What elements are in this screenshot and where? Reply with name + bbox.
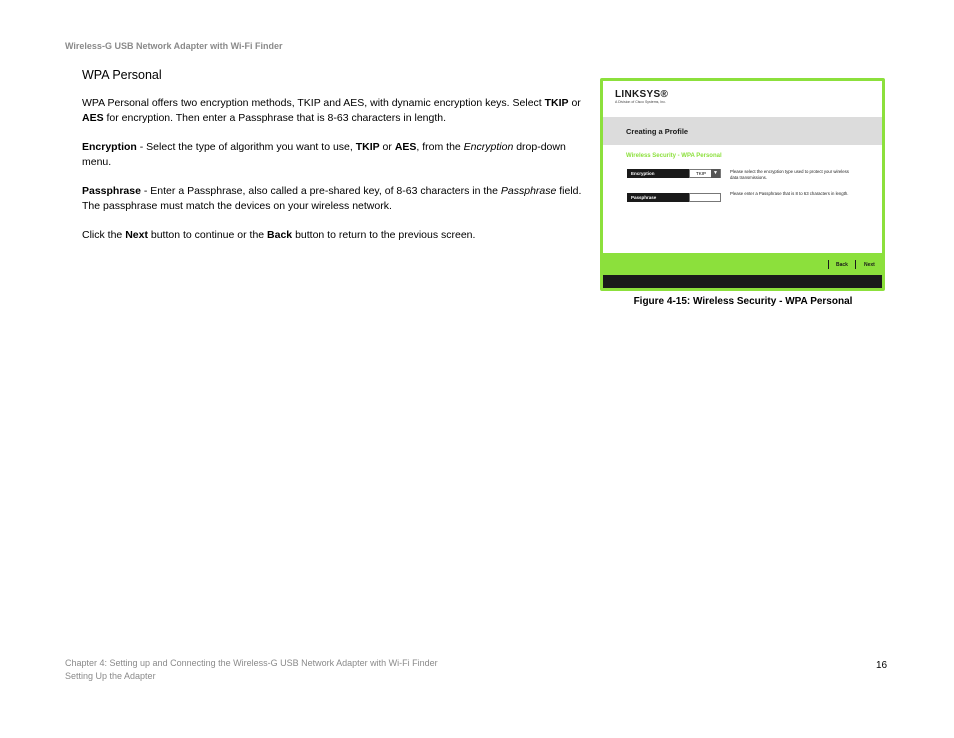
- encryption-select[interactable]: TKIP: [689, 169, 721, 178]
- text-run: - Select the type of algorithm you want to use,: [136, 141, 356, 153]
- bold-run: Back: [267, 229, 293, 241]
- running-header: Wireless-G USB Network Adapter with Wi-Fi Finder: [65, 41, 283, 51]
- text-run: - Enter a Passphrase, also called a pre-shared key, of 8-63 characters in the: [140, 185, 501, 197]
- bold-run: TKIP: [544, 97, 569, 109]
- figure-screenshot: [600, 78, 885, 291]
- bold-run: TKIP: [355, 141, 380, 153]
- passphrase-input[interactable]: [689, 193, 721, 202]
- footer-section: Setting Up the Adapter: [65, 671, 156, 681]
- text-run: or: [379, 141, 395, 153]
- passphrase-description: Please enter a Passphrase that is 8 to 63 characters in length.: [730, 191, 849, 196]
- chevron-down-icon[interactable]: ▼: [711, 169, 720, 178]
- profile-title: Creating a Profile: [626, 127, 689, 136]
- text-run: button to return to the previous screen.: [292, 229, 476, 241]
- text-run: Click the: [82, 229, 126, 241]
- text-run: drop-down menu.: [82, 141, 566, 168]
- passphrase-label: Passphrase: [627, 193, 689, 202]
- page-footer: [65, 657, 438, 683]
- page-number: 16: [876, 660, 888, 671]
- encryption-paragraph: [82, 140, 582, 170]
- text-run: or: [568, 97, 581, 109]
- bold-run: AES: [82, 112, 104, 124]
- divider: [855, 260, 856, 269]
- security-heading: Wireless Security - WPA Personal: [626, 153, 722, 159]
- bold-run: Passphrase: [82, 185, 141, 197]
- footer-chapter: Chapter 4: Setting up and Connecting the Wireless-G USB Network Adapter with Wi-Fi Finder: [65, 658, 438, 668]
- divider: [828, 260, 829, 269]
- text-run: field. The passphrase must match the devices on your wireless network.: [82, 185, 582, 212]
- intro-paragraph: [82, 96, 582, 126]
- section-title: WPA Personal: [82, 68, 162, 82]
- back-button[interactable]: Back: [836, 262, 848, 268]
- text-run: , from the: [416, 141, 464, 153]
- text-run: for encryption. Then enter a Passphrase that is 8-63 characters in length.: [103, 112, 447, 124]
- italic-run: Passphrase: [500, 185, 557, 197]
- encryption-description: Please select the encryption type used to protect your wireless data transmissions.: [730, 169, 849, 180]
- text-run: button to continue or the: [147, 229, 268, 241]
- bold-run: Encryption: [82, 141, 137, 153]
- main-content: [82, 68, 582, 257]
- next-button[interactable]: Next: [864, 262, 875, 268]
- text-run: WPA Personal offers two encryption methods, TKIP and AES, with dynamic encryption keys. Select: [82, 97, 545, 109]
- italic-run: Encryption: [463, 141, 514, 153]
- figure-caption: Figure 4-15: Wireless Security - WPA Personal: [633, 296, 853, 307]
- bold-run: AES: [394, 141, 417, 153]
- bold-run: Next: [125, 229, 148, 241]
- logo-tagline: A Division of Cisco Systems, Inc.: [615, 100, 666, 104]
- linksys-logo: LINKSYS®: [615, 89, 669, 100]
- encryption-label: Encryption: [627, 169, 689, 178]
- navigation-paragraph: [82, 228, 582, 243]
- footer-bar: [603, 275, 882, 291]
- passphrase-paragraph: [82, 184, 582, 214]
